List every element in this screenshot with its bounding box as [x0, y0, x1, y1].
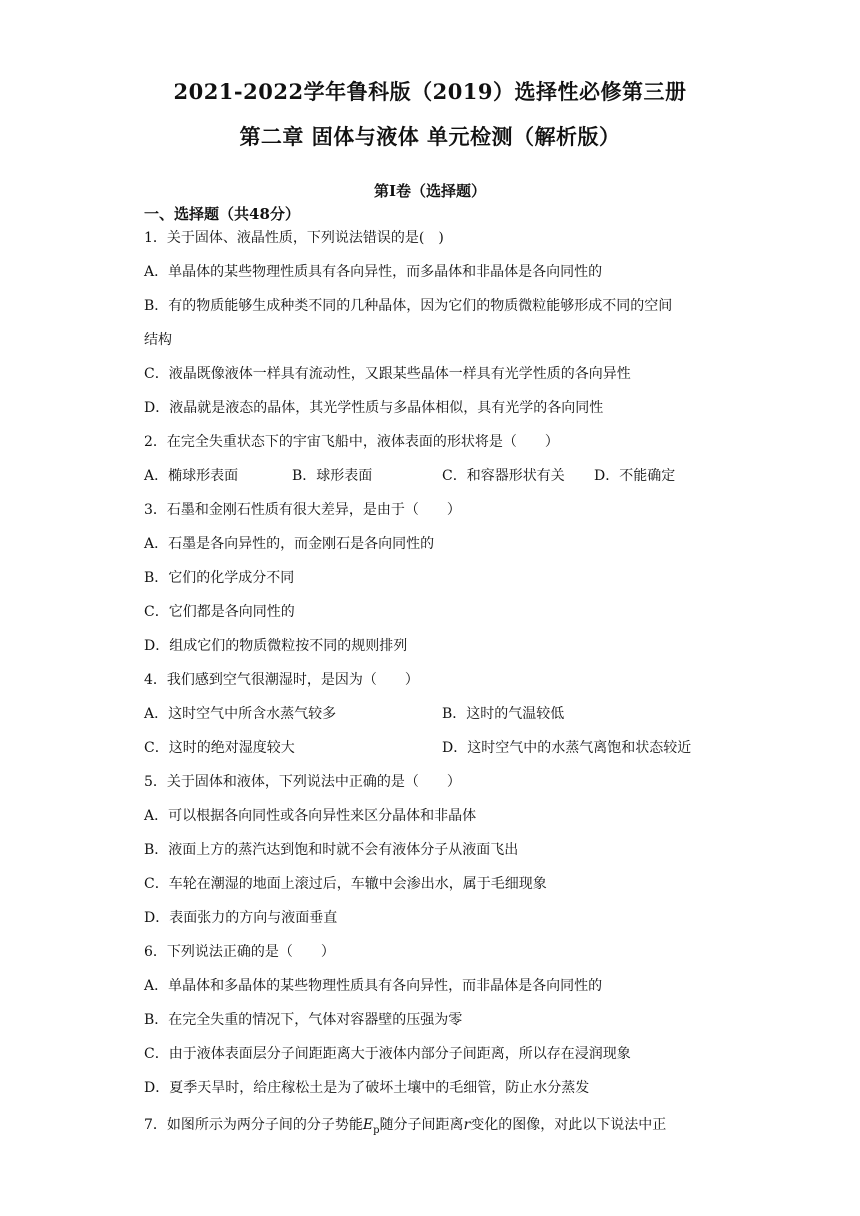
question-2-option-b: B．球形表面 — [292, 468, 373, 484]
question-6-option-b: B．在完全失重的情况下，气体对容器壁的压强为零 — [144, 1012, 463, 1028]
question-3-option-b: B．它们的化学成分不同 — [144, 570, 295, 586]
question-5-option-d: D．表面张力的方向与液面垂直 — [144, 910, 338, 926]
question-2-option-a: A．椭球形表面 — [144, 468, 239, 484]
volume-heading: 第Ⅰ卷（选择题） — [373, 182, 487, 200]
section-heading: 一、选择题（共48分） — [144, 205, 300, 223]
question-7-symbol: E — [362, 1117, 374, 1133]
question-5-option-b: B．液面上方的蒸汽达到饱和时就不会有液体分子从液面飞出 — [144, 842, 519, 858]
question-4-option-d: D．这时空气中的水蒸气离饱和状态较近 — [442, 740, 692, 756]
question-7-subscript: p — [373, 1124, 380, 1136]
question-6-stem: 6．下列说法正确的是（ ） — [144, 944, 335, 960]
question-7-variable: r — [463, 1117, 471, 1133]
question-1-option-d: D．液晶就是液态的晶体，其光学性质与多晶体相似，具有光学的各向同性 — [144, 400, 604, 416]
document-subtitle: 第二章 固体与液体 单元检测（解析版） — [239, 124, 621, 149]
question-3-option-d: D．组成它们的物质微粒按不同的规则排列 — [144, 638, 408, 654]
question-6-option-a: A．单晶体和多晶体的某些物理性质具有各向异性，而非晶体是各向同性的 — [144, 978, 603, 994]
question-7-stem-mid: 随分子间距离 — [379, 1117, 464, 1133]
question-3-stem: 3．石墨和金刚石性质有很大差异，是由于（ ） — [144, 502, 461, 518]
question-5-option-c: C．车轮在潮湿的地面上滚过后，车辙中会渗出水，属于毛细现象 — [144, 876, 547, 892]
question-4-stem: 4．我们感到空气很潮湿时，是因为（ ） — [144, 672, 419, 688]
question-4-option-a: A．这时空气中所含水蒸气较多 — [144, 706, 337, 722]
question-6-option-d: D．夏季天旱时，给庄稼松土是为了破坏土壤中的毛细管，防止水分蒸发 — [144, 1080, 590, 1096]
question-2-option-d: D．不能确定 — [594, 468, 676, 484]
question-4-option-b: B．这时的气温较低 — [442, 706, 565, 722]
question-1-option-a: A．单晶体的某些物理性质具有各向异性，而多晶体和非晶体是各向同性的 — [144, 264, 603, 280]
question-5-option-a: A．可以根据各向同性或各向异性来区分晶体和非晶体 — [144, 808, 477, 824]
question-7-stem — [144, 1116, 666, 1140]
question-5-stem: 5．关于固体和液体，下列说法中正确的是（ ） — [144, 774, 461, 790]
question-1-option-b: B．有的物质能够生成种类不同的几种晶体，因为它们的物质微粒能够形成不同的空间 — [144, 298, 673, 314]
question-4-option-c: C．这时的绝对湿度较大 — [144, 740, 295, 756]
question-2-stem: 2．在完全失重状态下的宇宙飞船中，液体表面的形状将是（ ） — [144, 434, 559, 450]
question-1-stem: 1．关于固体、液晶性质，下列说法错误的是( ) — [144, 230, 444, 246]
question-1-option-c: C．液晶既像液体一样具有流动性，又跟某些晶体一样具有光学性质的各向异性 — [144, 366, 631, 382]
question-3-option-a: A．石墨是各向异性的，而金刚石是各向同性的 — [144, 536, 435, 552]
question-7-stem-suffix: 变化的图像，对此以下说法中正 — [470, 1117, 667, 1133]
question-1-option-b-cont: 结构 — [144, 332, 172, 348]
question-7-stem-prefix: 7．如图所示为两分子间的分子势能 — [144, 1117, 363, 1133]
document-title: 2021-2022学年鲁科版（2019）选择性必修第三册 — [173, 79, 687, 104]
question-6-option-c: C．由于液体表面层分子间距距离大于液体内部分子间距离，所以存在浸润现象 — [144, 1046, 631, 1062]
question-3-option-c: C．它们都是各向同性的 — [144, 604, 295, 620]
question-2-option-c: C．和容器形状有关 — [442, 468, 565, 484]
